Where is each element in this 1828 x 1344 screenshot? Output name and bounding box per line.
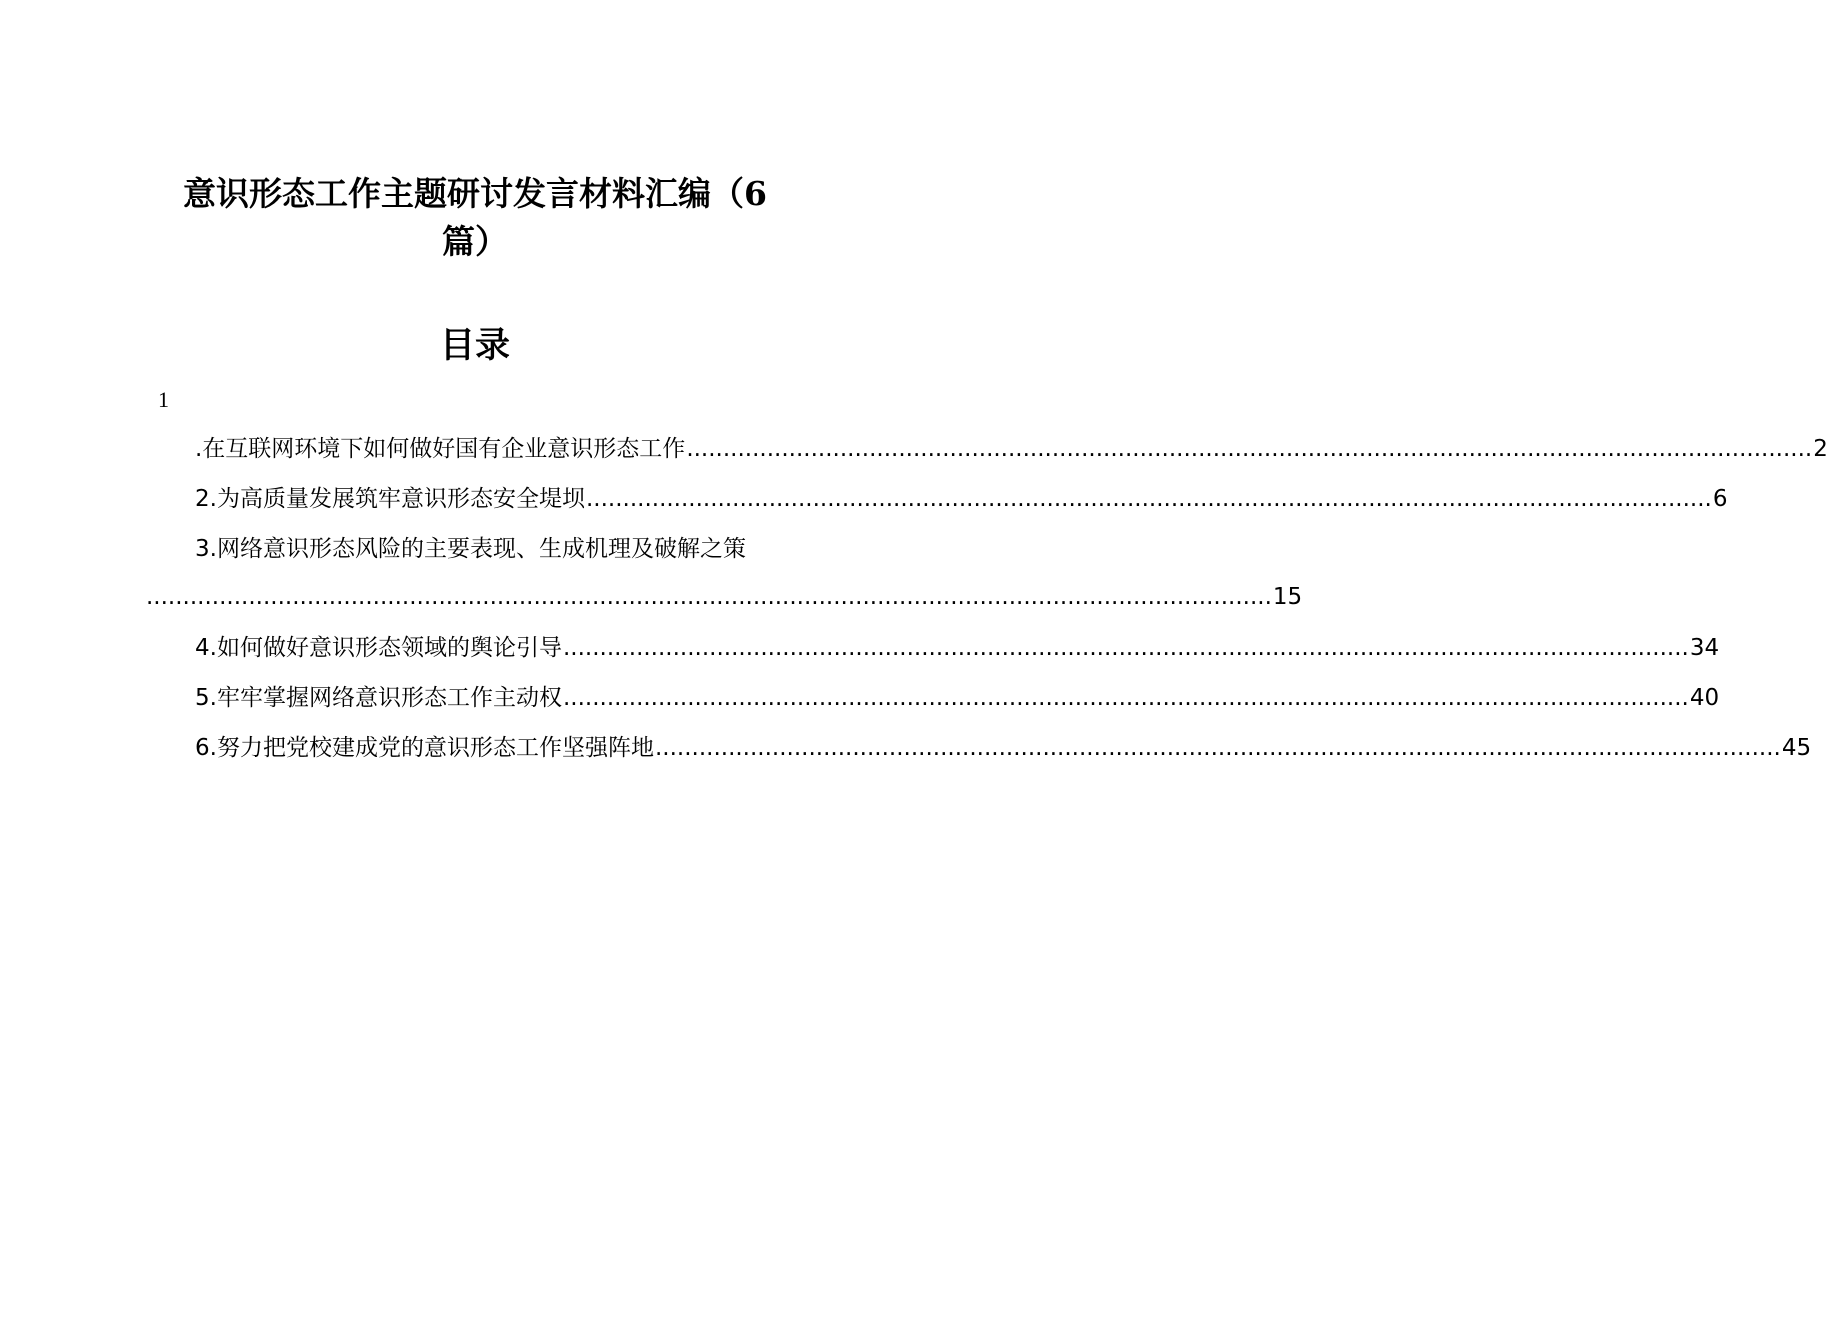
toc-entry-label: 5.牢牢掌握网络意识形态工作主动权 (195, 685, 562, 711)
title-line-1: 意识形态工作主题研讨发言材料汇编（6 (183, 174, 767, 213)
document-title (140, 170, 810, 266)
toc-entry-label: 4.如何做好意识形态领域的舆论引导 (195, 635, 562, 661)
toc-page-number: 45 (1781, 735, 1812, 761)
toc-page-number: 15 (1272, 584, 1303, 610)
toc-leader-dots: .......................................................................................................................................................... (562, 635, 1689, 661)
toc-page-number: 2 (1813, 436, 1828, 462)
toc-entry-label: .在互联网环境下如何做好国有企业意识形态工作 (195, 436, 686, 462)
toc-entry-4[interactable] (195, 631, 1720, 665)
toc-leader-dots: .......................................................................................................................................................... (654, 735, 1781, 761)
toc-entry-5[interactable] (195, 681, 1720, 715)
toc-entry-3-continuation[interactable] (145, 580, 1303, 614)
toc-leader-dots: .......................................................................................................................................................... (686, 436, 1813, 462)
toc-leader-dots: .......................................................................................................................................................... (146, 584, 1272, 610)
toc-entry-3[interactable] (195, 532, 805, 566)
toc-entry-label: 3.网络意识形态风险的主要表现、生成机理及破解之策 (195, 536, 746, 562)
toc-page-number: 34 (1689, 635, 1720, 661)
toc-entry-label: 2.为高质量发展筑牢意识形态安全堤坝 (195, 486, 585, 512)
toc-leader-dots: .......................................................................................................................................................... (562, 685, 1689, 711)
page-number-marker: 1 (158, 387, 169, 412)
toc-page-number: 6 (1712, 486, 1728, 512)
toc-leader-dots: .......................................................................................................................................................... (585, 486, 1712, 512)
toc-entry-6[interactable] (195, 731, 1812, 765)
toc-heading: 目录 (439, 325, 510, 366)
toc-entry-1[interactable] (195, 432, 1828, 466)
toc-entry-label: 6.努力把党校建成党的意识形态工作坚强阵地 (195, 735, 654, 761)
toc-entry-2[interactable] (195, 482, 1728, 516)
toc-page-number: 40 (1689, 685, 1720, 711)
title-line-2: 篇） (442, 222, 508, 261)
